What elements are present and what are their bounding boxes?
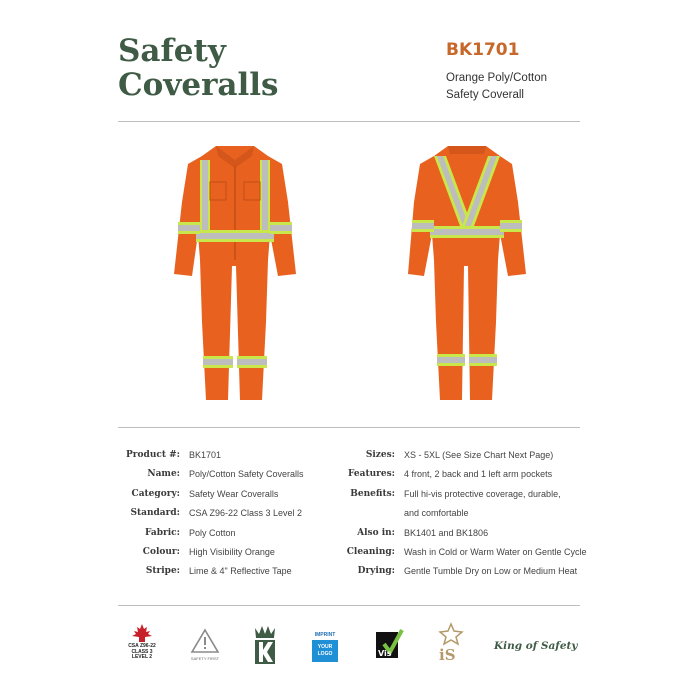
csa-line-3: LEVEL 2 [131, 654, 153, 660]
spec-label: Standard: [130, 508, 180, 519]
spec-value: Wash in Cold or Warm Water on Gentle Cycle [404, 547, 587, 558]
spec-row [330, 562, 587, 581]
spec-row [100, 446, 304, 465]
spec-label: Colour: [142, 547, 180, 558]
spec-value: Lime & 4" Reflective Tape [189, 566, 292, 577]
coverall-back-image [404, 142, 530, 404]
spec-row [100, 543, 304, 562]
csa-class-badge [128, 644, 156, 661]
hivis-logo-icon [374, 626, 404, 665]
spec-value: High Visibility Orange [189, 547, 275, 558]
spec-row [330, 485, 587, 504]
imprint-logo-badge [312, 632, 338, 638]
specs-divider [118, 605, 580, 606]
csa-line-1: CSA Z96-22 [128, 643, 156, 649]
spec-row [330, 465, 587, 484]
spec-value: BK1701 [189, 450, 222, 460]
spec-label [330, 504, 395, 523]
safety-first-label: SAFETY FIRST [190, 656, 220, 661]
spec-label: Fabric: [145, 527, 180, 538]
svg-text:Vis: Vis [378, 649, 392, 658]
spec-value: XS - 5XL (See Size Chart Next Page) [404, 450, 554, 460]
coverall-front-image [170, 142, 300, 404]
title-line-1: Safety [118, 33, 226, 69]
specs-left-column [100, 446, 304, 582]
csa-line-2: CLASS 3 [131, 648, 153, 655]
spec-value: CSA Z96-22 Class 3 Level 2 [189, 508, 303, 519]
spec-row [100, 504, 304, 523]
spec-row [100, 465, 304, 484]
product-subtitle [446, 70, 547, 104]
header-divider [118, 121, 580, 122]
svg-text:iS: iS [439, 646, 456, 664]
subtitle-line-1: Orange Poly/Cotton [446, 72, 548, 84]
king-of-safety-brand: King of Safety [494, 640, 578, 652]
footer-logos [118, 622, 588, 668]
spec-label: Also in: [357, 527, 395, 538]
spec-value: Safety Wear Coveralls [189, 488, 279, 499]
spec-row [330, 446, 587, 465]
spec-row [330, 504, 587, 523]
spec-label: Product #: [126, 450, 180, 460]
spec-value: Full hi-vis protective coverage, durable, [404, 488, 561, 499]
imprint-label: IMPRINT [314, 632, 336, 638]
king-k-logo-icon [252, 622, 278, 671]
spec-value: Gentle Tumble Dry on Low or Medium Heat [404, 566, 578, 577]
spec-label: Benefits: [350, 488, 395, 499]
spec-label: Features: [347, 469, 395, 480]
specs-right-column [330, 446, 587, 582]
subtitle-line-2: Safety Coverall [446, 89, 524, 101]
your-logo-label: YOUR LOGO [317, 644, 333, 657]
spec-label: Sizes: [365, 450, 395, 460]
spec-row [330, 524, 587, 543]
industry-standard-logo-icon [436, 622, 466, 671]
warning-triangle-icon [190, 628, 220, 659]
your-logo-box [312, 640, 338, 662]
spec-value: and comfortable [404, 508, 469, 519]
spec-value: BK1401 and BK1806 [404, 527, 489, 538]
spec-label: Stripe: [145, 566, 180, 577]
spec-value: Poly/Cotton Safety Coveralls [189, 469, 304, 480]
spec-row [100, 524, 304, 543]
spec-row [330, 543, 587, 562]
title-line-2: Coveralls [118, 67, 279, 103]
spec-label: Cleaning: [346, 547, 395, 558]
spec-row [100, 562, 304, 581]
image-divider [118, 427, 580, 428]
spec-value: 4 front, 2 back and 1 left arm pockets [404, 469, 553, 480]
product-code: BK1701 [446, 40, 520, 60]
spec-label: Name: [147, 469, 180, 480]
page-title [118, 34, 279, 102]
spec-label: Category: [131, 488, 180, 499]
spec-row [100, 485, 304, 504]
spec-label: Drying: [357, 566, 395, 577]
spec-value: Poly Cotton [189, 527, 236, 538]
